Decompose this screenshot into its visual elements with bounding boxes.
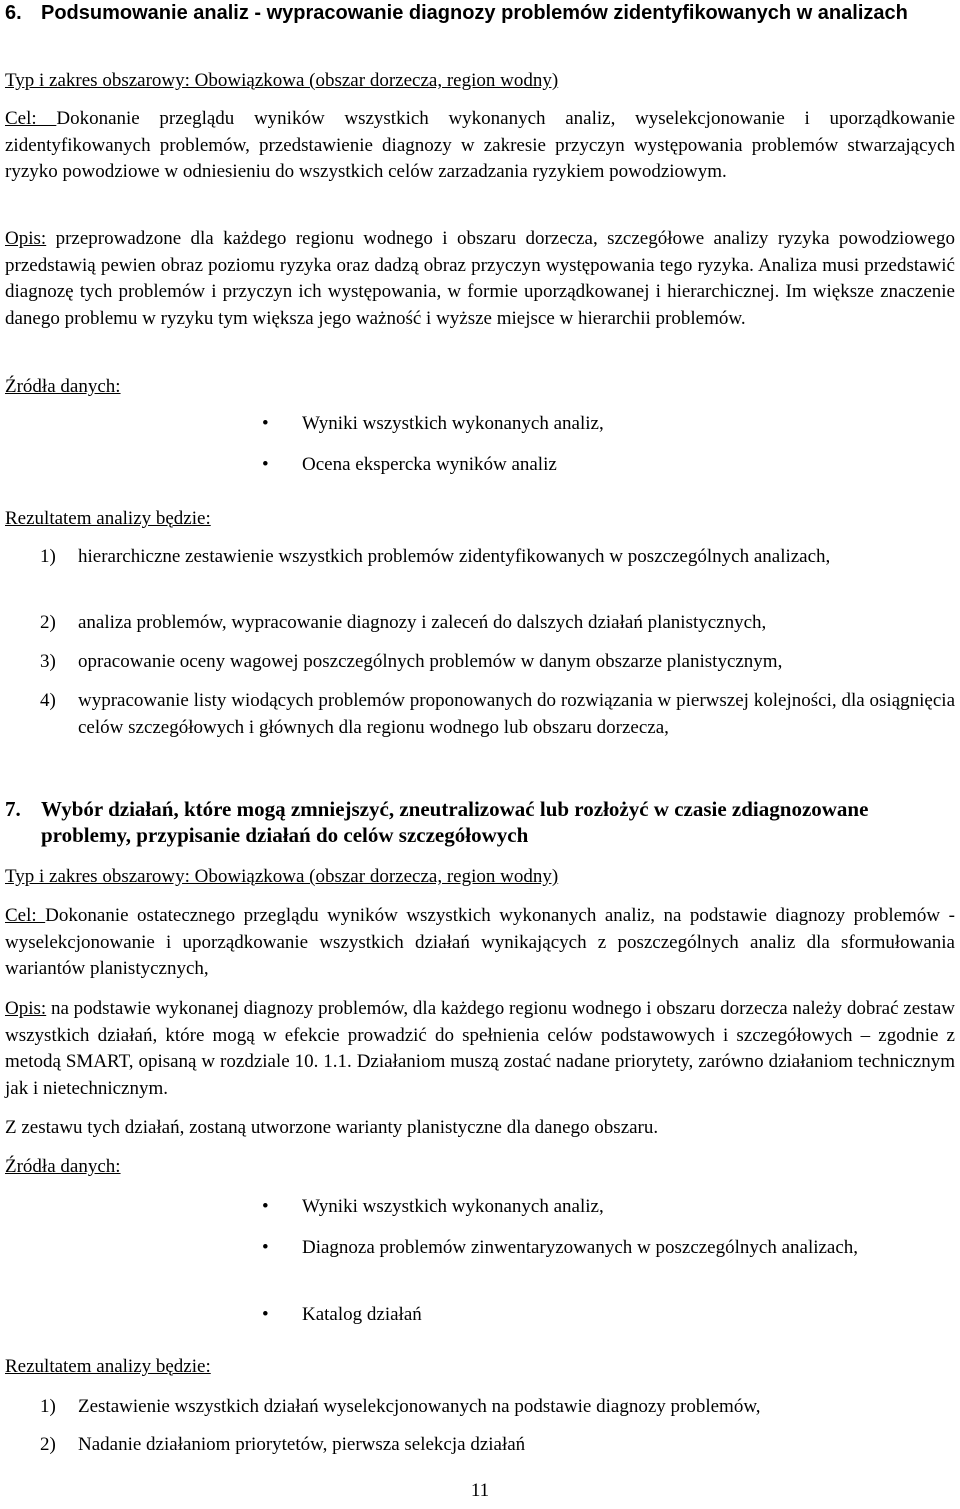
section-7-note: Z zestawu tych działań, zostaną utworzone warianty planistyczne dla danego obszaru.: [5, 1117, 659, 1138]
result-item-text: hierarchiczne zestawienie wszystkich problemów zidentyfikowanych w poszczególnych analizach,: [78, 546, 831, 567]
result-item-number: 1): [40, 546, 56, 567]
section-6-goal-label: Cel:: [5, 108, 57, 129]
section-7-source-item: [262, 1235, 955, 1262]
section-7-description: [5, 996, 955, 1102]
result-item-number: 4): [40, 690, 56, 711]
section-6-goal-text: Dokonanie przeglądu wyników wszystkich wykonanych analiz, wyselekcjonowanie i uporządkowanie zidentyfikowanych problemów, przedstawienie diagnozy w zakresie przyczyn występowania problemów stwarzających ryzyko powodziowe w odniesieniu do wszystkich celów zarzadzania ryzykiem powodziowym.: [5, 108, 956, 182]
section-7-results-label: Rezultatem analizy będzie:: [5, 1356, 211, 1377]
bullet-icon: •: [262, 454, 269, 475]
section-7-goal: [5, 903, 955, 983]
result-item-text: Nadanie działaniom priorytetów, pierwsza selekcja działań: [78, 1434, 526, 1455]
section-7-source-item: [262, 1194, 955, 1221]
bullet-icon: •: [262, 413, 269, 434]
section-7-source-item: [262, 1302, 955, 1329]
section-6-sources-label: Źródła danych:: [5, 376, 121, 397]
section-7-goal-text: Dokonanie ostatecznego przeglądu wyników wszystkich wykonanych analiz, na podstawie diagnozy problemów - wyselekcjonowanie i uporządkowanie wszystkich działań wynikających z poszczególnych analiz dla sformułowania wariantów planistycznych,: [5, 905, 955, 979]
section-6-description-text: przeprowadzone dla każdego regionu wodnego i obszaru dorzecza, szczegółowe analizy ryzyka powodziowego przedstawią pewien obraz poziomu ryzyka oraz dadzą obraz przyczyn występowania tego ryzyka. Analiza musi przedstawić diagnozę tych problemów i przyczyn ich występowania, w formie uporządkowanej i hierarchicznej. Im większe znaczenie danego problemu w ryzyku tym większa jego ważność i wyższe miejsce w hierarchii problemów.: [5, 228, 955, 329]
result-item-number: 3): [40, 651, 56, 672]
source-item-text: Wyniki wszystkich wykonanych analiz,: [302, 1196, 604, 1217]
section-6-source-item: [262, 411, 955, 438]
section-6-description-label: Opis:: [5, 228, 47, 249]
section-6-source-item: [262, 452, 955, 479]
result-item-text: opracowanie oceny wagowej poszczególnych problemów w danym obszarze planistycznym,: [78, 651, 783, 672]
section-7-number: 7.: [5, 797, 21, 821]
result-item-number: 1): [40, 1396, 56, 1417]
section-7-heading: [5, 796, 955, 848]
result-item-text: wypracowanie listy wiodących problemów proponowanych do rozwiązania w pierwszej kolejności, dla osiągnięcia celów szczegółowych i głównych dla regionu wodnego lub obszaru dorzecza,: [78, 690, 955, 738]
section-7-goal-label: Cel:: [5, 905, 46, 926]
result-item-text: analiza problemów, wypracowanie diagnozy i zaleceń do dalszych działań planistycznych,: [78, 612, 767, 633]
section-6-goal: [5, 106, 955, 186]
section-6-number: 6.: [5, 2, 22, 24]
bullet-icon: •: [262, 1237, 269, 1258]
bullet-icon: •: [262, 1304, 269, 1325]
section-7-result-item: [40, 1432, 955, 1459]
result-item-text: Zestawienie wszystkich działań wyselekcjonowanych na podstawie diagnozy problemów,: [78, 1396, 761, 1417]
bullet-icon: •: [262, 1196, 269, 1217]
section-6-description: [5, 226, 955, 332]
source-item-text: Ocena ekspercka wyników analiz: [302, 454, 557, 475]
section-7-type: Typ i zakres obszarowy: Obowiązkowa (obszar dorzecza, region wodny): [5, 866, 559, 887]
section-7-description-text: na podstawie wykonanej diagnozy problemów, dla każdego regionu wodnego i obszaru dorzecza należy dobrać zestaw wszystkich działań, które mogą w efekcie prowadzić do spełnienia celów podstawowych i szczegółowych – zgodnie z metodą SMART, opisaną w rozdziale 10. 1.1. Działaniom muszą zostać nadane priorytety, zarówno działaniom technicznym jak i nietechnicznym.: [5, 998, 955, 1099]
page-number: 11: [470, 1480, 490, 1501]
section-6-result-item: [40, 649, 955, 676]
section-6-results-label: Rezultatem analizy będzie:: [5, 508, 211, 529]
section-6-title: Podsumowanie analiz - wypracowanie diagnozy problemów zidentyfikowanych w analizach: [41, 2, 908, 24]
section-7-result-item: [40, 1394, 955, 1421]
section-6-heading: [5, 0, 955, 26]
section-6-result-item: [40, 610, 955, 637]
source-item-text: Wyniki wszystkich wykonanych analiz,: [302, 413, 604, 434]
section-6-result-item: [40, 544, 955, 571]
source-item-text: Diagnoza problemów zinwentaryzowanych w poszczególnych analizach,: [302, 1237, 859, 1258]
result-item-number: 2): [40, 612, 56, 633]
section-7-sources-label: Źródła danych:: [5, 1156, 121, 1177]
section-7-description-label: Opis:: [5, 998, 47, 1019]
source-item-text: Katalog działań: [302, 1304, 422, 1325]
section-6-result-item: [40, 688, 955, 741]
section-6-type: Typ i zakres obszarowy: Obowiązkowa (obszar dorzecza, region wodny): [5, 70, 559, 91]
result-item-number: 2): [40, 1434, 56, 1455]
section-7-title: Wybór działań, które mogą zmniejszyć, zneutralizować lub rozłożyć w czasie zdiagnozowane problemy, przypisanie działań do celów szczegółowych: [41, 797, 869, 847]
